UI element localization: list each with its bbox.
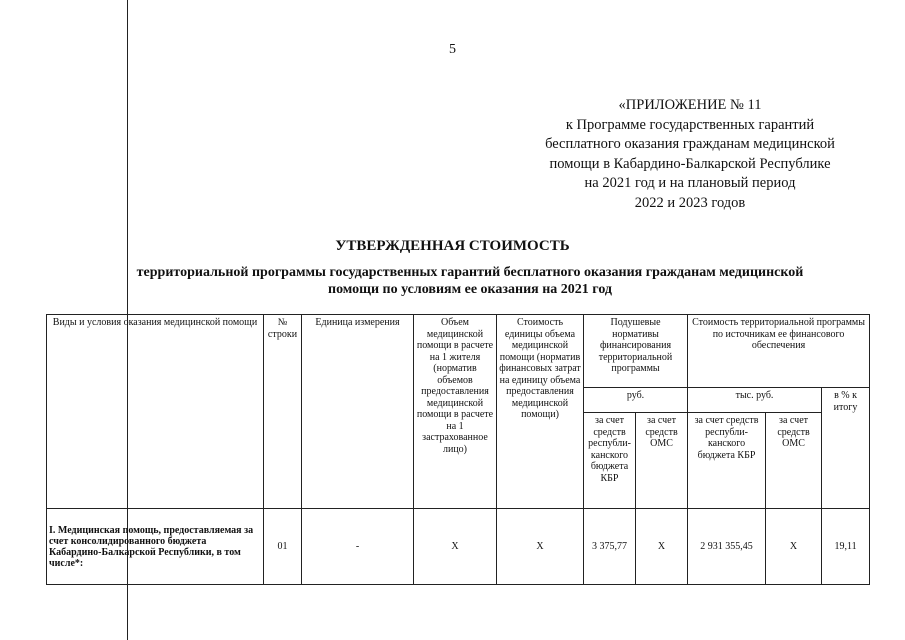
row-per-capita-budget: 3 375,77 bbox=[584, 509, 636, 585]
header-row-number: № строки bbox=[264, 315, 302, 509]
row-per-capita-oms: Х bbox=[636, 509, 688, 585]
table-row bbox=[47, 509, 870, 585]
header-types: Виды и условия оказания медицинской помощи bbox=[47, 315, 264, 509]
header-volume: Объем медицинской помощи в расчете на 1 жителя (норматив объемов предоставления медицинской помощи в расчете на 1 застрахованное лицо) bbox=[414, 315, 497, 509]
row-label: I. Медицинская помощь, предоставляемая за счет консолидированного бюджета Кабардино-Балкарской Республики, в том числе*: bbox=[47, 509, 264, 585]
header-per-capita: Подушевые нормативы финансирования территориальной программы bbox=[584, 315, 688, 388]
subtitle-line-2: помощи по условиям ее оказания на 2021 год bbox=[328, 282, 612, 297]
header-thousand-rub: тыс. руб. bbox=[688, 388, 822, 413]
appendix-line-1: «ПРИЛОЖЕНИЕ № 11 bbox=[618, 97, 762, 113]
cost-table bbox=[46, 314, 870, 585]
row-unit-cost: Х bbox=[497, 509, 584, 585]
header-unit-cost: Стоимость единицы объема медицинской помощи (норматив финансовых затрат на единицу объема предоставления медицинской помощи) bbox=[497, 315, 584, 509]
header-per-capita-budget: за счет средств республи-канского бюджета КБР bbox=[584, 413, 636, 509]
header-total-oms: за счет средств ОМС bbox=[766, 413, 822, 509]
appendix-line-5: на 2021 год и на плановый период bbox=[584, 175, 796, 191]
row-percent: 19,11 bbox=[822, 509, 870, 585]
header-percent: в % к итогу bbox=[822, 388, 870, 509]
appendix-line-6: 2022 и 2023 годов bbox=[634, 194, 746, 211]
document-subtitle bbox=[60, 264, 880, 298]
header-rub: руб. bbox=[584, 388, 688, 413]
row-unit: - bbox=[302, 509, 414, 585]
appendix-line-2: к Программе государственных гарантий bbox=[565, 116, 815, 133]
header-total-budget: за счет средств республи-канского бюджета КБР bbox=[688, 413, 766, 509]
row-volume: Х bbox=[414, 509, 497, 585]
row-number: 01 bbox=[264, 509, 302, 585]
subtitle-line-1: территориальной программы государственных гарантий бесплатного оказания гражданам медицинской bbox=[136, 265, 804, 280]
header-unit: Единица измерения bbox=[302, 315, 414, 509]
document-title: УТВЕРЖДЕННАЯ СТОИМОСТЬ bbox=[335, 238, 570, 254]
page-number: 5 bbox=[449, 42, 456, 57]
appendix-line-3: бесплатного оказания гражданам медицинской bbox=[545, 136, 835, 152]
appendix-header bbox=[480, 96, 900, 213]
row-total-budget: 2 931 355,45 bbox=[688, 509, 766, 585]
appendix-line-4: помощи в Кабардино-Балкарской Республике bbox=[549, 155, 831, 172]
header-per-capita-oms: за счет средств ОМС bbox=[636, 413, 688, 509]
row-total-oms: Х bbox=[766, 509, 822, 585]
header-total-cost: Стоимость территориальной программы по источникам ее финансового обеспечения bbox=[688, 315, 870, 388]
